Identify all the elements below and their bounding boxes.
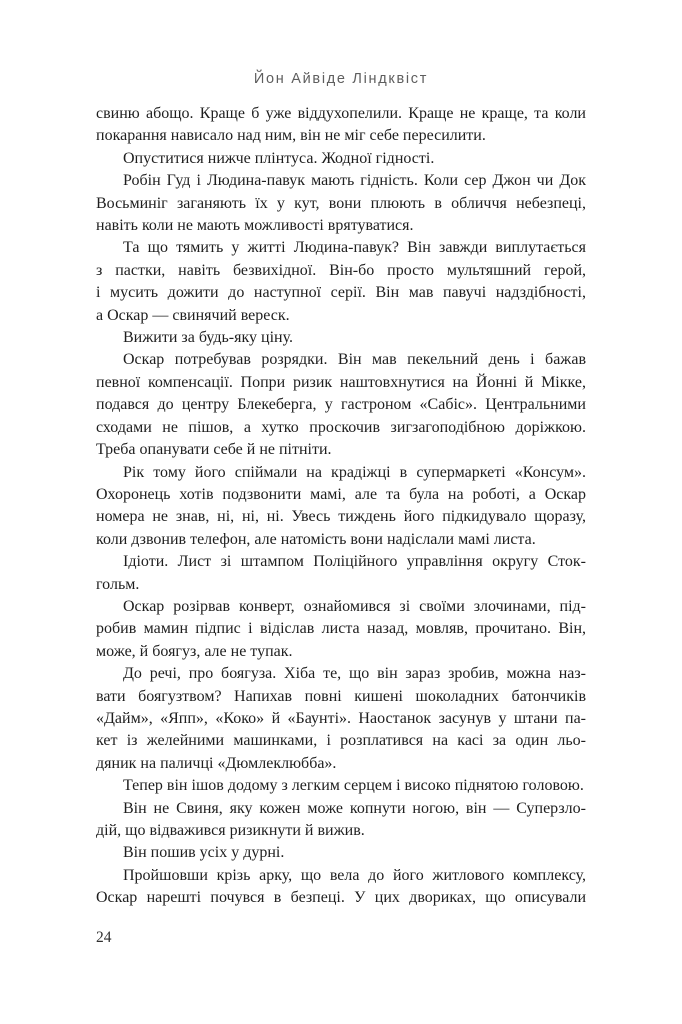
text-line: дяник на паличці «Дюмлеклюбба».: [96, 754, 337, 772]
text-line: коли дзвонив телефон, але натомість вони надіслали мамі листа.: [96, 530, 536, 548]
running-header-author: Йон Айвіде Ліндквіст: [253, 71, 429, 87]
text-line: Вижити за будь-яку ціну.: [123, 329, 293, 347]
paragraph: [96, 663, 586, 775]
paragraph: [96, 349, 586, 461]
text-line: з пастки, навіть безвихідної. Він-бо просто мультяшний герой,: [96, 261, 586, 279]
text-line: Оскар розірвав конверт, ознайомився зі своїми злочинами, під-: [123, 597, 586, 615]
paragraph: [96, 170, 586, 237]
text-line: Опуститися нижче плінтуса. Жодної гідності.: [123, 149, 435, 167]
paragraph: [96, 775, 586, 797]
text-line: «Дайм», «Япп», «Коко» й «Баунті». Наостанок засунув у штани па-: [96, 709, 586, 727]
text-line: Він не Свиня, яку кожен може копнути ногою, він — Суперзло-: [123, 799, 586, 817]
text-line: навіть коли не мають можливості врятуватися.: [96, 217, 414, 235]
text-line: а Оскар — свинячий вереск.: [96, 306, 290, 324]
text-line: певної компенсації. Попри ризик наштовхнутися на Йонні й Мікке,: [96, 373, 586, 391]
text-line: Пройшовши крізь арку, що вела до його житлового комплексу,: [123, 866, 586, 884]
text-line: робив мамин підпис і відіслав листа назад, мовляв, прочитано. Він,: [96, 620, 586, 638]
paragraph: [96, 327, 586, 349]
text-line: може, й боягуз, але не тупак.: [96, 642, 293, 660]
text-line: Ідіоти. Лист зі штампом Поліційного управління округу Сток-: [123, 553, 586, 571]
paragraph: [96, 842, 586, 864]
text-line: Оскар нарешті почувся в безпеці. У цих двориках, що описували: [96, 889, 586, 907]
text-line: подався до центру Блекеберга, у гастроном «Сабіс». Центральними: [96, 396, 586, 414]
text-line: свиню абощо. Краще б уже віддухопелили. Краще не краще, та коли: [96, 105, 586, 122]
text-line: Робін Гуд і Людина-павук мають гідність. Коли сер Джон чи Док: [123, 172, 586, 190]
text-line: Та що тямить у житті Людина-павук? Він завжди виплутається: [123, 239, 586, 257]
text-line: номера не знав, ні, ні, ні. Увесь тиждень його підкидувало щоразу,: [96, 508, 586, 526]
paragraph: [96, 148, 586, 170]
paragraph: [96, 551, 586, 596]
paragraph: [96, 596, 586, 663]
paragraph: [96, 462, 586, 552]
text-line: Треба опанувати себе й не пітніти.: [96, 441, 332, 459]
text-line: дій, що відважився ризикнути й вижив.: [96, 822, 365, 839]
text-line: Тепер він ішов додому з легким серцем і високо піднятою головою.: [123, 777, 584, 795]
text-line: і мусить дожити до наступної серії. Він мав павучі надздібності,: [96, 284, 586, 302]
text-line: сходами не пішов, а хутко проскочив зигзагоподібною доріжкою.: [96, 418, 586, 436]
text-line: Він пошив усіх у дурні.: [123, 844, 285, 862]
page-number: 24: [96, 929, 112, 946]
paragraph: [96, 103, 586, 148]
text-line: Оскар потребував розрядки. Він мав пекельний день і бажав: [123, 351, 586, 369]
text-line: До речі, про боягуза. Хіба те, що він зараз зробив, можна наз-: [123, 665, 586, 683]
text-line: Восьминіг заганяють їх у кут, вони плюють в обличчя небезпеці,: [96, 194, 586, 212]
text-line: вати боягузтвом? Напихав повні кишені шоколадних батончиків: [96, 687, 586, 705]
text-line: Рік тому його спіймали на крадіжці в супермаркеті «Консум».: [123, 463, 586, 481]
text-block: [96, 103, 586, 910]
paragraph: [96, 798, 586, 843]
paragraph: [96, 865, 586, 910]
paragraph: [96, 237, 586, 327]
text-line: Охоронець хотів подзвонити мамі, але та була на роботі, а Оскар: [96, 485, 586, 503]
text-line: гольм.: [96, 575, 140, 593]
text-line: кет із желейними машинками, і розплатився на касі за один льо-: [96, 732, 586, 750]
text-line: покарання нависало над ним, він не міг себе пересилити.: [96, 127, 486, 145]
